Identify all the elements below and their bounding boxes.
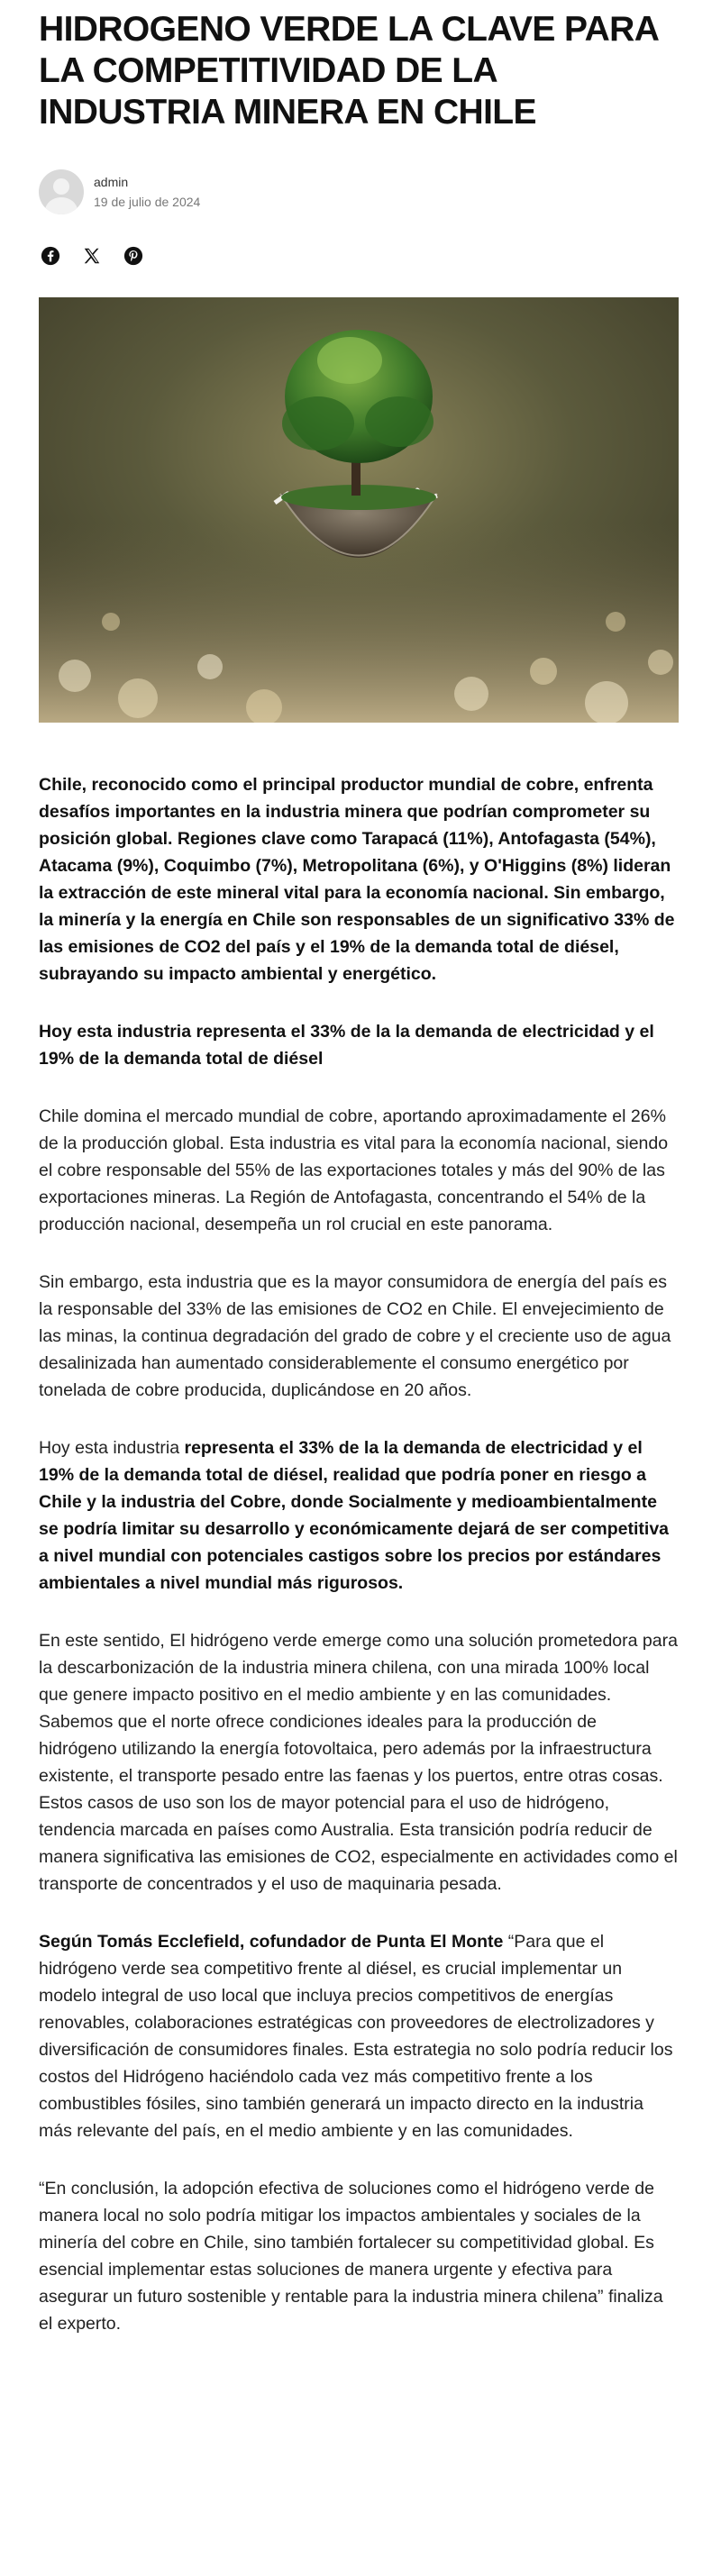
intro-paragraph: Chile, reconocido como el principal productor mundial de cobre, enfrenta desafíos importantes en la industria minera que podrían comprometer su posición global. Regiones clave como Tarapacá (11%), Antofagasta (54%), Atacama (9%), Coquimbo (7%), Metropolitana (6%), y O'Higgins (8%) lideran la extracción de este mineral vital para la economía nacional. Sin embargo, la minería y la energía en Chile son responsables de un significativo 33% de las emisiones de CO2 del país y el 19% de la demanda total de diésel, subrayando su impacto ambiental y energético. [39,775,675,984]
paragraph-lead: Hoy esta industria [39,1438,185,1458]
hero-image [39,297,679,723]
body-paragraph: En este sentido, El hidrógeno verde emerge como una solución prometedora para la descarbonización de la industria minera chilena, con una mirada 100% local que genere impacto positivo en el medio ambiente y en las comunidades. Sabemos que el norte ofrece condiciones ideales para la producción de hidrógeno utilizando la energía fotovoltaica, pero además por la infraestructura existente, el transporte pesado entre las faenas y los puertos, entre otras cosas. Estos casos de uso son los de mayor potencial para el uso de hidrógeno, tendencia marcada en países como Australia. Esta transición podría reducir de manera significativa las emisiones de CO2, especialmente en actividades como el transporte de concentrados y el uso de maquinaria pesada. [39,1631,678,1894]
pinterest-icon[interactable] [122,244,145,268]
avatar-body [45,197,78,214]
highlight-paragraph: Hoy esta industria representa el 33% de la la demanda de electricidad y el 19% de la demanda total de diésel [39,1022,654,1069]
paragraph-emphasis: representa el 33% de la la demanda de electricidad y el 19% de la demanda total de diésel, realidad que podría poner en riesgo a Chile y la industria del Cobre, donde Socialmente y medioambientalmente se podría limitar su desarrollo y económicamente dejará de ser competitiva a nivel mundial con potenciales castigos sobre los precios por estándares ambientales a nivel mundial más rigurosos. [39,1438,670,1593]
author-name[interactable]: admin [94,174,129,189]
body-paragraph: Chile domina el mercado mundial de cobre, aportando aproximadamente el 26% de la producción global. Esta industria es vital para la economía nacional, siendo el cobre responsable del 55% de las exportaciones totales y más del 90% de las exportaciones mineras. La Región de Antofagasta, concentrando el 54% de la producción nacional, desempeña un rol crucial en este panorama. [39,1106,669,1234]
body-paragraph-mixed [39,1434,679,1597]
publish-date: 19 de julio de 2024 [94,194,201,209]
quote-paragraph [39,1928,679,2144]
quote-text: “Para que el hidrógeno verde sea competitivo frente al diésel, es crucial implementar un modelo integral de uso local que incluya precios competitivos de energías renovables, colaboraciones estratégicas con proveedores de electrolizadores y diversificación de consumidores finales. Esta estrategia no solo podría reducir los costos del Hidrógeno haciéndolo cada vez más competitivo frente a los combustibles fósiles, sino también generará un impacto directo en la industria más relevante del país, en el medio ambiente y en las comunidades. [39,1932,673,2141]
article-body [39,771,679,2337]
conclusion-paragraph: “En conclusión, la adopción efectiva de soluciones como el hidrógeno verde de manera local no solo podría mitigar los impactos ambientales y sociales de la minería del cobre en Chile, sino también fortalecer su competitividad global. Es esencial implementar estas soluciones de manera urgente y efectiva para asegurar un futuro sostenible y rentable para la industria minera chilena” finaliza el experto. [39,2179,663,2334]
body-paragraph: Sin embargo, esta industria que es la mayor consumidora de energía del país es la responsable del 33% de las emisiones de CO2 en Chile. El envejecimiento de las minas, la continua degradación del grado de cobre y el creciente uso de agua desalinizada han aumentado considerablemente el consumo energético por tonelada de cobre producida, duplicándose en 20 años. [39,1272,671,1400]
author-info [94,174,200,211]
x-icon[interactable] [80,244,104,268]
facebook-icon[interactable] [39,244,62,268]
article-title: HIDROGENO VERDE LA CLAVE PARA LA COMPETITIVIDAD DE LA INDUSTRIA MINERA EN CHILE [39,10,658,132]
article [39,0,679,2337]
author-meta [39,169,679,214]
quote-attribution: Según Tomás Ecclefield, cofundador de Punta El Monte [39,1932,504,1952]
avatar-head [53,178,69,195]
avatar[interactable] [39,169,84,214]
share-bar [39,245,679,267]
